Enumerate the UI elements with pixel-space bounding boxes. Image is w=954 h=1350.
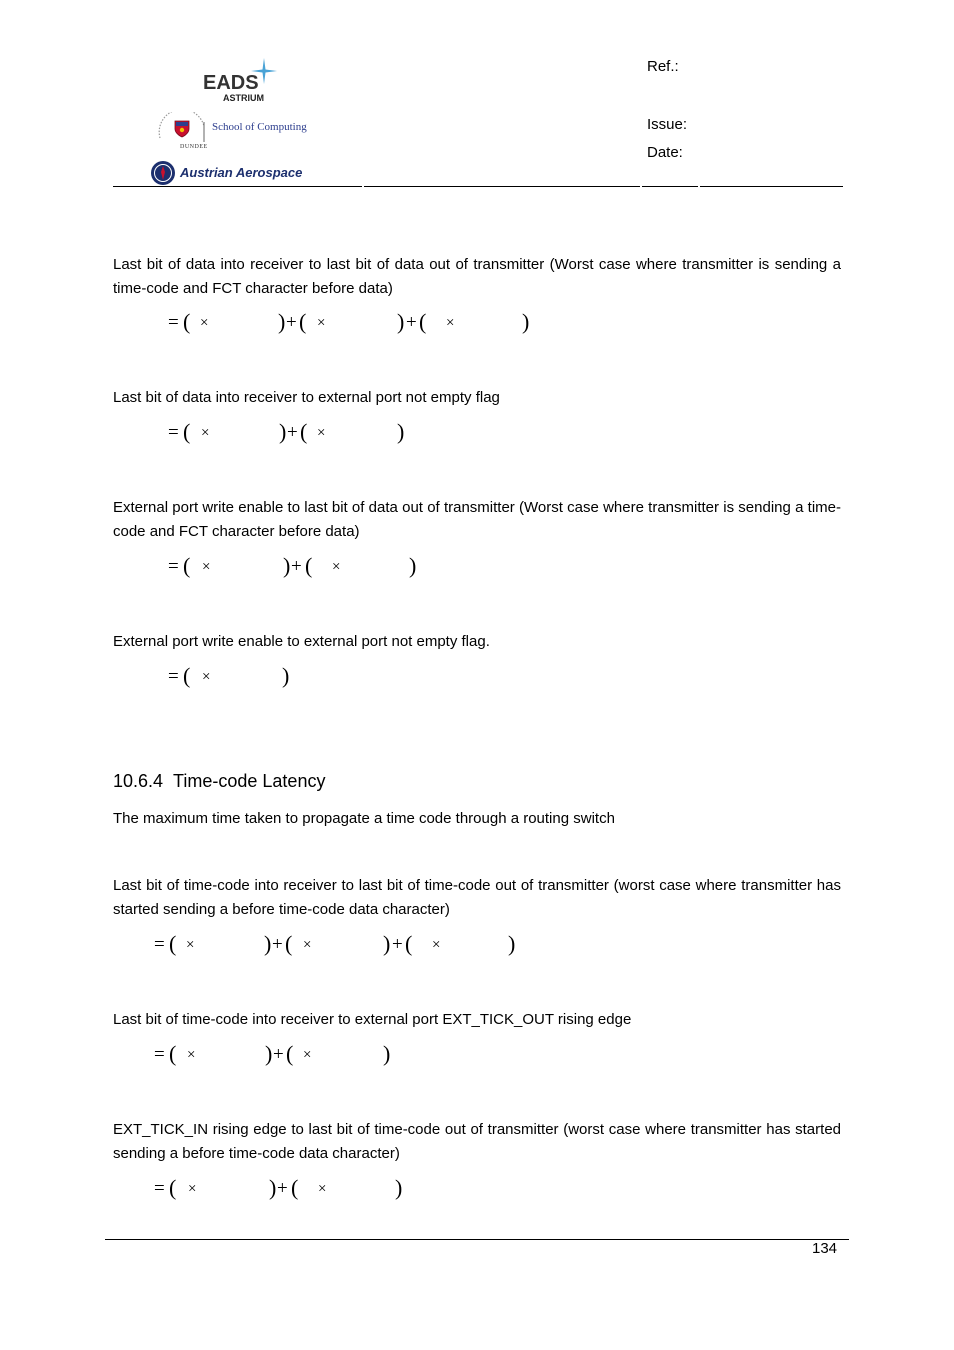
latency-description-7: EXT_TICK_IN rising edge to last bit of time-code out of transmitter (worst case where transmitter has started sending a before time-code data character) [113,1121,841,1162]
dundee-university-logo [152,112,332,154]
equation-4: = ( × ) [168,663,290,688]
section-heading [113,771,325,792]
equation-7: = ( × ) + ( × ) [154,1175,403,1200]
header-rule-1 [113,186,362,187]
page-number: 134 [812,1240,838,1257]
ref-label: Ref.: [647,58,679,75]
footer-rule [105,1239,849,1240]
crest-icon [174,120,190,138]
header-rule-3 [642,186,698,187]
latency-description-4: External port write enable to external port not empty flag. [113,633,490,650]
eads-logo-text: EADS [203,72,259,94]
latency-description-2: Last bit of data into receiver to external port not empty flag [113,389,500,406]
header-rule-4 [700,186,843,187]
latency-description-6: Last bit of time-code into receiver to external port EXT_TICK_OUT rising edge [113,1011,632,1028]
seal-icon [150,160,176,186]
equation-6: = ( × ) + ( × ) [154,1041,391,1066]
equation-3: = ( × ) + ( × ) [168,553,417,578]
dundee-text: DUNDEE [180,144,208,150]
equation-2: = ( × ) + ( × ) [168,419,405,444]
austrian-aerospace-text: Austrian Aerospace [180,165,303,180]
date-label: Date: [647,144,683,161]
issue-label: Issue: [647,116,688,133]
equation-1: = ( × ) + ( × ) + ( × ) [168,309,530,334]
eads-astrium-logo [203,58,275,104]
section-number: 10.6.4 [113,771,164,791]
equation-5: = ( × ) + ( × ) + ( × ) [154,931,516,956]
section-intro: The maximum time taken to propagate a time code through a routing switch [113,810,615,827]
latency-description-1: Last bit of data into receiver to last bit of data out of transmitter (Worst case where transmitter is sending a time-code and FCT character before data) [113,256,841,297]
header-rule-2 [364,186,640,187]
latency-description-5: Last bit of time-code into receiver to last bit of time-code out of transmitter (worst case where transmitter has started sending a before time-code data character) [113,877,841,918]
astrium-logo-text: ASTRIUM [223,93,264,103]
latency-description-3: External port write enable to last bit of data out of transmitter (Worst case where transmitter is sending a time-code and FCT character before data) [113,499,841,540]
school-of-computing-text: School of Computing [212,121,307,133]
section-title: Time-code Latency [173,771,326,791]
austrian-aerospace-logo [150,160,340,188]
